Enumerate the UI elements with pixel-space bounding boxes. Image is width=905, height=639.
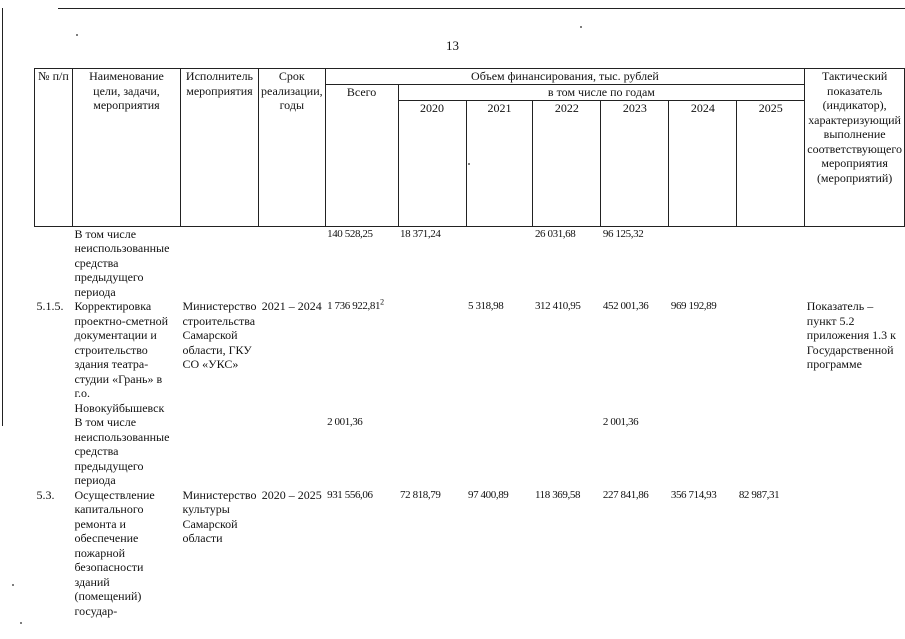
header-year: 2021 bbox=[466, 100, 533, 226]
cell-num bbox=[35, 415, 73, 488]
cell-2024 bbox=[669, 226, 737, 299]
header-by-years: в том числе по годам bbox=[398, 85, 805, 101]
cell-2024: 969 192,89 bbox=[670, 300, 717, 312]
header-year: 2023 bbox=[601, 100, 669, 226]
cell-total bbox=[325, 488, 398, 619]
cell-2020: 18 371,24 bbox=[400, 227, 441, 240]
cell-2025 bbox=[737, 226, 805, 299]
cell-2023: 96 125,32 bbox=[602, 227, 644, 240]
header-indicator: Тактический показатель (индикатор), характеризующий выполнение соответствующего мероприятия (мероприятий) bbox=[805, 69, 905, 227]
cell-total-value: 140 528,25 bbox=[327, 227, 373, 240]
cell-2021 bbox=[466, 226, 533, 299]
cell-name: В том числе неиспользованные средства предыдущего периода bbox=[74, 226, 170, 299]
cell-executor: Министерство культуры Самарской области bbox=[182, 487, 257, 545]
header-year: 2024 bbox=[669, 100, 737, 226]
cell-name: В том числе неиспользованные средства предыдущего периода bbox=[74, 415, 170, 487]
cell-term bbox=[258, 415, 325, 488]
cell-executor bbox=[180, 226, 258, 299]
cell-total bbox=[325, 299, 398, 415]
scan-speck bbox=[12, 584, 14, 586]
cell-2024 bbox=[669, 415, 737, 488]
header-funding: Объем финансирования, тыс. рублей bbox=[325, 69, 805, 85]
cell-name: Осуществление капитального ремонта и обеспечение пожарной безопасности зданий (помещений) государ- bbox=[74, 487, 155, 618]
cell-2020 bbox=[398, 415, 466, 488]
cell-executor bbox=[180, 415, 258, 488]
table-header-row bbox=[35, 69, 905, 85]
cell-2021: 5 318,98 bbox=[468, 300, 504, 312]
cell-executor: Министерство строительства Самарской области, ГКУ СО «УКС» bbox=[182, 299, 257, 371]
scan-speck bbox=[20, 622, 22, 624]
cell-total bbox=[325, 415, 398, 488]
cell-2022 bbox=[533, 415, 601, 488]
header-year: 2020 bbox=[398, 100, 466, 226]
header-year: 2022 bbox=[533, 100, 601, 226]
cell-2023: 2 001,36 bbox=[602, 416, 639, 428]
cell-2020: 72 818,79 bbox=[400, 488, 441, 501]
cell-2021 bbox=[466, 415, 533, 488]
header-executor: Исполнитель мероприятия bbox=[180, 69, 258, 227]
header-term: Срок реализации, годы bbox=[258, 69, 325, 227]
header-num: № п/п bbox=[35, 69, 73, 227]
cell-total-value: 2 001,36 bbox=[327, 416, 363, 428]
financing-table bbox=[34, 68, 905, 618]
cell-term: 2020 – 2025 bbox=[261, 487, 322, 502]
scan-border-top bbox=[58, 8, 905, 9]
cell-2023: 452 001,36 bbox=[602, 300, 649, 312]
cell-num: 5.1.5. bbox=[36, 299, 64, 313]
cell-term: 2021 – 2024 bbox=[261, 299, 322, 313]
cell-indicator bbox=[805, 488, 905, 619]
cell-total-value: 1 736 922,81 bbox=[327, 300, 381, 312]
cell-2022: 118 369,58 bbox=[534, 488, 581, 501]
table-row bbox=[35, 299, 905, 415]
header-year: 2025 bbox=[737, 100, 805, 226]
cell-indicator bbox=[805, 226, 905, 299]
cell-2024: 356 714,93 bbox=[670, 488, 717, 501]
scan-speck bbox=[580, 26, 582, 28]
scan-border-left bbox=[2, 8, 3, 426]
cell-indicator bbox=[805, 415, 905, 488]
cell-indicator: Показатель – пункт 5.2 приложения 1.3 к Государственной программе bbox=[806, 299, 896, 371]
header-total: Всего bbox=[325, 85, 398, 227]
cell-2023: 227 841,86 bbox=[602, 488, 649, 501]
cell-2025: 82 987,31 bbox=[738, 488, 780, 501]
header-name: Наименование цели, задачи, мероприятия bbox=[72, 69, 180, 227]
cell-term bbox=[258, 226, 325, 299]
cell-total-footnote: 2 bbox=[380, 297, 384, 307]
cell-2022: 312 410,95 bbox=[534, 300, 581, 312]
cell-2021: 97 400,89 bbox=[468, 488, 509, 501]
table-row bbox=[35, 226, 905, 299]
cell-num bbox=[35, 226, 73, 299]
page-number: 13 bbox=[446, 38, 459, 53]
cell-num: 5.3. bbox=[36, 487, 55, 502]
cell-name: Корректировка проектно-сметной документации и строительство здания театра-студии «Грань» в г.о. Новокуйбышевск bbox=[74, 299, 169, 415]
cell-total bbox=[325, 226, 398, 299]
cell-2025 bbox=[737, 299, 805, 415]
table-row bbox=[35, 415, 905, 488]
table-row bbox=[35, 488, 905, 619]
cell-total-value: 931 556,06 bbox=[327, 488, 373, 501]
cell-2022: 26 031,68 bbox=[534, 227, 576, 240]
cell-2020 bbox=[398, 299, 466, 415]
scan-speck bbox=[76, 34, 78, 36]
cell-2025 bbox=[737, 415, 805, 488]
